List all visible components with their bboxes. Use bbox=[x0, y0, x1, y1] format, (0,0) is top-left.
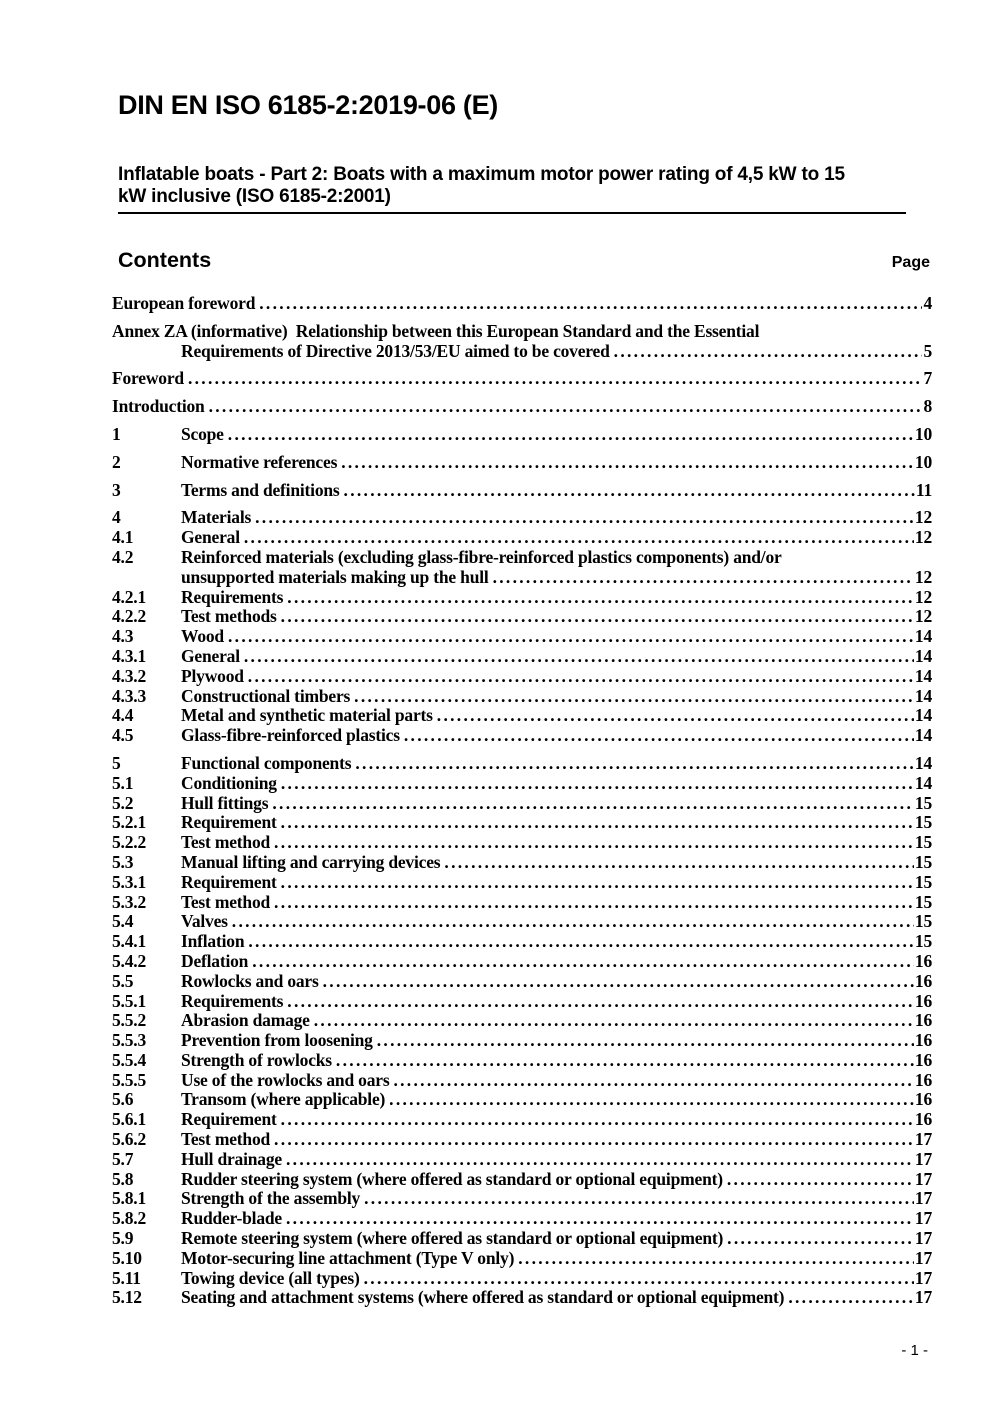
toc-row bbox=[112, 548, 932, 568]
toc-dot-leader bbox=[274, 833, 914, 853]
toc-entry-title: Strength of rowlocks bbox=[181, 1049, 332, 1070]
toc-row bbox=[112, 1288, 932, 1308]
toc-row bbox=[112, 1249, 932, 1269]
toc-dot-leader bbox=[209, 397, 923, 417]
toc-entry-number: 5.8.1 bbox=[112, 1188, 147, 1209]
toc-entry-title: Test method bbox=[181, 891, 271, 912]
toc-entry-title: Constructional timbers bbox=[181, 685, 351, 706]
toc-entry-page: 15 bbox=[914, 851, 932, 872]
toc-entry-page: 12 bbox=[914, 586, 932, 607]
toc-entry-number: 5.5.4 bbox=[112, 1049, 147, 1070]
toc-dot-leader bbox=[272, 794, 914, 814]
toc-dot-leader bbox=[727, 1229, 914, 1249]
toc-dot-leader bbox=[355, 754, 914, 774]
toc-entry-title: Rudder-blade bbox=[181, 1208, 282, 1229]
toc-dot-leader bbox=[354, 687, 914, 707]
toc-dot-leader bbox=[287, 992, 914, 1012]
toc-dot-leader bbox=[389, 1090, 914, 1110]
toc-entry-number: 5.9 bbox=[112, 1228, 134, 1249]
toc-entry-number: 5.4.2 bbox=[112, 950, 147, 971]
toc-dot-leader bbox=[444, 853, 914, 873]
toc-entry-page: 17 bbox=[914, 1148, 932, 1169]
doc-subtitle-line1: Inflatable boats - Part 2: Boats with a maximum motor power rating of 4,5 kW to 15 bbox=[118, 164, 845, 185]
toc-row bbox=[112, 1011, 932, 1031]
toc-row bbox=[112, 833, 932, 853]
toc bbox=[112, 294, 932, 1308]
toc-entry-number: 5.12 bbox=[112, 1287, 142, 1308]
toc-row bbox=[112, 1150, 932, 1170]
toc-entry-page: 15 bbox=[914, 871, 932, 892]
toc-dot-leader bbox=[614, 342, 923, 362]
toc-dot-leader bbox=[188, 369, 922, 389]
toc-entry-page: 10 bbox=[914, 451, 932, 472]
toc-row bbox=[112, 453, 932, 473]
toc-entry-page: 5 bbox=[923, 340, 932, 361]
toc-row bbox=[112, 774, 932, 794]
toc-row bbox=[112, 972, 932, 992]
toc-entry-title: Motor-securing line attachment (Type V only) bbox=[181, 1247, 515, 1268]
toc-row bbox=[112, 873, 932, 893]
toc-entry-number: 4.2.2 bbox=[112, 606, 147, 627]
toc-entry-page: 8 bbox=[923, 396, 932, 417]
toc-row bbox=[112, 932, 932, 952]
toc-row bbox=[112, 627, 932, 647]
toc-row bbox=[112, 813, 932, 833]
toc-entry-number: 5.2.1 bbox=[112, 812, 147, 833]
page-title: DIN EN ISO 6185-2:2019-06 (E) bbox=[118, 90, 498, 120]
toc-entry-page: 12 bbox=[914, 527, 932, 548]
toc-entry-page: 16 bbox=[914, 990, 932, 1011]
toc-entry-number: 5.7 bbox=[112, 1148, 134, 1169]
toc-entry-number: 4.4 bbox=[112, 705, 134, 726]
toc-dot-leader bbox=[228, 425, 914, 445]
toc-entry-page: 15 bbox=[914, 792, 932, 813]
toc-dot-leader bbox=[364, 1269, 914, 1289]
toc-entry-title: Terms and definitions bbox=[181, 479, 340, 500]
toc-entry-title: Annex ZA (informative) Relationship between this European Standard and the Essential bbox=[112, 320, 760, 341]
toc-entry-page: 16 bbox=[914, 1049, 932, 1070]
toc-entry-number: 5.4 bbox=[112, 911, 134, 932]
toc-entry-page: 14 bbox=[914, 772, 932, 793]
toc-dot-leader bbox=[259, 294, 922, 314]
toc-row bbox=[112, 1269, 932, 1289]
toc-entry-title: General bbox=[181, 645, 240, 666]
toc-row bbox=[112, 607, 932, 627]
toc-row bbox=[112, 912, 932, 932]
toc-entry-title: Seating and attachment systems (where offered as standard or optional equipment) bbox=[181, 1287, 785, 1308]
toc-row bbox=[112, 853, 932, 873]
toc-row bbox=[112, 342, 932, 362]
toc-dot-leader bbox=[248, 667, 914, 687]
toc-entry-title: Glass-fibre-reinforced plastics bbox=[181, 725, 400, 746]
toc-row bbox=[112, 294, 932, 314]
toc-entry-page: 12 bbox=[914, 606, 932, 627]
toc-dot-leader bbox=[344, 481, 915, 501]
toc-row bbox=[112, 1031, 932, 1051]
toc-dot-leader bbox=[323, 972, 914, 992]
toc-row bbox=[112, 726, 932, 746]
toc-entry-page: 17 bbox=[914, 1247, 932, 1268]
toc-entry-title: Functional components bbox=[181, 752, 352, 773]
toc-entry-number: 5.6.2 bbox=[112, 1129, 147, 1150]
toc-entry-number: 4.3.3 bbox=[112, 685, 147, 706]
toc-entry-title: Prevention from loosening bbox=[181, 1030, 373, 1051]
toc-row bbox=[112, 1130, 932, 1150]
toc-entry-title: Towing device (all types) bbox=[181, 1267, 360, 1288]
toc-entry-number: 4.1 bbox=[112, 527, 134, 548]
toc-entry-title: Rudder steering system (where offered as standard or optional equipment) bbox=[181, 1168, 723, 1189]
toc-entry-number: 5 bbox=[112, 752, 121, 773]
toc-entry-page: 16 bbox=[914, 1030, 932, 1051]
toc-entry-page: 10 bbox=[914, 423, 932, 444]
toc-entry-page: 12 bbox=[914, 507, 932, 528]
toc-row bbox=[112, 528, 932, 548]
toc-entry-title: Requirements bbox=[181, 586, 284, 607]
toc-row bbox=[112, 647, 932, 667]
toc-row bbox=[112, 952, 932, 972]
toc-entry-page: 4 bbox=[923, 293, 932, 313]
toc-dot-leader bbox=[252, 952, 914, 972]
toc-entry-title: Strength of the assembly bbox=[181, 1188, 361, 1209]
toc-entry-number: 5.4.1 bbox=[112, 931, 147, 952]
toc-entry-title: Test methods bbox=[181, 606, 277, 627]
toc-entry-title: European foreword bbox=[112, 293, 256, 313]
toc-dot-leader bbox=[287, 588, 914, 608]
toc-entry-title: Introduction bbox=[112, 396, 205, 417]
toc-row bbox=[112, 1170, 932, 1190]
toc-entry-number: 5.6.1 bbox=[112, 1109, 147, 1130]
toc-entry-title: General bbox=[181, 527, 240, 548]
toc-entry-title: Requirement bbox=[181, 812, 277, 833]
toc-dot-leader bbox=[281, 1110, 914, 1130]
toc-entry-page: 15 bbox=[914, 812, 932, 833]
toc-row bbox=[112, 1110, 932, 1130]
toc-entry-title: Abrasion damage bbox=[181, 1010, 310, 1031]
toc-entry-page: 17 bbox=[914, 1267, 932, 1288]
toc-entry-number: 5.11 bbox=[112, 1267, 141, 1288]
toc-dot-leader bbox=[281, 873, 914, 893]
toc-entry-number: 4 bbox=[112, 507, 121, 528]
toc-entry-title: Requirements of Directive 2013/53/EU aimed to be covered bbox=[181, 340, 610, 361]
toc-entry-number: 5.10 bbox=[112, 1247, 142, 1268]
toc-entry-title: Requirement bbox=[181, 1109, 277, 1130]
contents-header-row bbox=[118, 248, 932, 272]
toc-dot-leader bbox=[336, 1051, 914, 1071]
toc-dot-leader bbox=[286, 1209, 914, 1229]
toc-entry-page: 15 bbox=[914, 911, 932, 932]
toc-dot-leader bbox=[232, 912, 914, 932]
contents-heading: Contents bbox=[118, 248, 212, 272]
toc-row bbox=[112, 397, 932, 417]
toc-entry-number: 5.1 bbox=[112, 772, 134, 793]
toc-entry-page: 14 bbox=[914, 725, 932, 746]
toc-entry-number: 5.2.2 bbox=[112, 832, 147, 853]
toc-entry-page: 14 bbox=[914, 645, 932, 666]
toc-entry-page: 17 bbox=[914, 1168, 932, 1189]
toc-entry-number: 2 bbox=[112, 451, 121, 472]
toc-entry-number: 5.6 bbox=[112, 1089, 134, 1110]
toc-dot-leader bbox=[255, 508, 914, 528]
toc-entry-title: Hull fittings bbox=[181, 792, 269, 813]
toc-entry-number: 5.8 bbox=[112, 1168, 134, 1189]
toc-row bbox=[112, 322, 932, 342]
toc-dot-leader bbox=[341, 453, 914, 473]
toc-row bbox=[112, 1051, 932, 1071]
toc-entry-title: Requirements bbox=[181, 990, 284, 1011]
toc-dot-leader bbox=[274, 1130, 914, 1150]
toc-dot-leader bbox=[281, 813, 914, 833]
toc-entry-number: 4.3.1 bbox=[112, 645, 147, 666]
toc-entry-title: Inflation bbox=[181, 931, 245, 952]
toc-dot-leader bbox=[244, 528, 914, 548]
toc-dot-leader bbox=[274, 893, 914, 913]
toc-entry-page: 16 bbox=[914, 1010, 932, 1031]
toc-dot-leader bbox=[393, 1071, 913, 1091]
toc-entry-page: 15 bbox=[914, 832, 932, 853]
toc-entry-page: 17 bbox=[914, 1208, 932, 1229]
toc-entry-number: 5.8.2 bbox=[112, 1208, 147, 1229]
toc-entry-page: 14 bbox=[914, 752, 932, 773]
toc-entry-number: 4.3.2 bbox=[112, 665, 147, 686]
toc-entry-number: 4.2.1 bbox=[112, 586, 147, 607]
toc-row bbox=[112, 992, 932, 1012]
toc-row bbox=[112, 667, 932, 687]
toc-entry-title: Scope bbox=[181, 423, 224, 444]
toc-entry-title: Conditioning bbox=[181, 772, 277, 793]
toc-dot-leader bbox=[244, 647, 914, 667]
toc-dot-leader bbox=[281, 774, 914, 794]
toc-entry-number: 1 bbox=[112, 423, 121, 444]
toc-entry-number: 5.5.2 bbox=[112, 1010, 147, 1031]
toc-dot-leader bbox=[493, 568, 914, 588]
toc-row bbox=[112, 1071, 932, 1091]
toc-entry-number: 4.2 bbox=[112, 546, 134, 567]
toc-entry-number: 5.3.2 bbox=[112, 891, 147, 912]
toc-dot-leader bbox=[437, 706, 914, 726]
toc-entry-page: 16 bbox=[914, 1089, 932, 1110]
toc-row bbox=[112, 588, 932, 608]
toc-entry-title: Test method bbox=[181, 832, 271, 853]
page-content bbox=[112, 0, 932, 1308]
toc-entry-title: Use of the rowlocks and oars bbox=[181, 1069, 390, 1090]
toc-row bbox=[112, 754, 932, 774]
toc-dot-leader bbox=[377, 1031, 914, 1051]
toc-entry-title: Materials bbox=[181, 507, 252, 528]
toc-entry-number: 5.3.1 bbox=[112, 871, 147, 892]
toc-dot-leader bbox=[286, 1150, 914, 1170]
toc-row bbox=[112, 1090, 932, 1110]
toc-entry-page: 15 bbox=[914, 931, 932, 952]
toc-entry-title: unsupported materials making up the hull bbox=[181, 566, 489, 587]
toc-dot-leader bbox=[228, 627, 914, 647]
toc-entry-title: Wood bbox=[181, 626, 224, 647]
toc-entry-title: Reinforced materials (excluding glass-fibre-reinforced plastics components) and/or bbox=[181, 546, 782, 567]
toc-row bbox=[112, 508, 932, 528]
toc-dot-leader bbox=[248, 932, 914, 952]
toc-row bbox=[112, 369, 932, 389]
toc-entry-page: 17 bbox=[914, 1188, 932, 1209]
toc-entry-title: Manual lifting and carrying devices bbox=[181, 851, 441, 872]
toc-entry-number: 4.3 bbox=[112, 626, 134, 647]
toc-dot-leader bbox=[314, 1011, 914, 1031]
toc-entry-title: Normative references bbox=[181, 451, 338, 472]
doc-subtitle bbox=[118, 164, 906, 214]
toc-entry-page: 14 bbox=[914, 626, 932, 647]
toc-dot-leader bbox=[788, 1288, 914, 1308]
toc-entry-number: 5.5.5 bbox=[112, 1069, 147, 1090]
toc-dot-leader bbox=[281, 607, 914, 627]
toc-row bbox=[112, 568, 932, 588]
toc-row bbox=[112, 1229, 932, 1249]
toc-entry-number: 3 bbox=[112, 479, 121, 500]
toc-row bbox=[112, 706, 932, 726]
toc-row bbox=[112, 1209, 932, 1229]
toc-entry-page: 17 bbox=[914, 1287, 932, 1308]
toc-entry-title: Remote steering system (where offered as standard or optional equipment) bbox=[181, 1228, 724, 1249]
toc-entry-page: 17 bbox=[914, 1129, 932, 1150]
toc-dot-leader bbox=[404, 726, 914, 746]
toc-row bbox=[112, 481, 932, 501]
toc-entry-number: 5.3 bbox=[112, 851, 134, 872]
toc-entry-title: Rowlocks and oars bbox=[181, 970, 319, 991]
toc-row bbox=[112, 794, 932, 814]
toc-entry-number: 4.5 bbox=[112, 725, 134, 746]
toc-entry-page: 17 bbox=[914, 1228, 932, 1249]
toc-entry-title: Hull drainage bbox=[181, 1148, 282, 1169]
toc-dot-leader bbox=[518, 1249, 914, 1269]
toc-entry-page: 11 bbox=[915, 479, 932, 500]
toc-entry-title: Metal and synthetic material parts bbox=[181, 705, 433, 726]
toc-dot-leader bbox=[364, 1189, 914, 1209]
toc-entry-page: 14 bbox=[914, 685, 932, 706]
toc-entry-title: Requirement bbox=[181, 871, 277, 892]
doc-subtitle-line2: kW inclusive (ISO 6185-2:2001) bbox=[118, 185, 391, 207]
toc-entry-page: 16 bbox=[914, 950, 932, 971]
toc-entry-title: Deflation bbox=[181, 950, 249, 971]
toc-entry-number: 5.5 bbox=[112, 970, 134, 991]
toc-entry-page: 16 bbox=[914, 970, 932, 991]
toc-entry-page: 14 bbox=[914, 665, 932, 686]
toc-entry-page: 16 bbox=[914, 1109, 932, 1130]
toc-dot-leader bbox=[727, 1170, 914, 1190]
toc-entry-number: 5.5.3 bbox=[112, 1030, 147, 1051]
toc-entry-page: 7 bbox=[923, 368, 932, 389]
toc-entry-number: 5.2 bbox=[112, 792, 134, 813]
toc-entry-title: Foreword bbox=[112, 368, 184, 389]
toc-entry-page: 16 bbox=[914, 1069, 932, 1090]
toc-row bbox=[112, 893, 932, 913]
toc-row bbox=[112, 425, 932, 445]
toc-entry-page: 14 bbox=[914, 705, 932, 726]
page-column-label: Page bbox=[891, 254, 930, 271]
toc-entry-number: 5.5.1 bbox=[112, 990, 147, 1011]
toc-entry-page: 12 bbox=[914, 566, 932, 587]
toc-row bbox=[112, 687, 932, 707]
toc-row bbox=[112, 1189, 932, 1209]
toc-entry-title: Transom (where applicable) bbox=[181, 1089, 386, 1110]
toc-entry-title: Test method bbox=[181, 1129, 271, 1150]
toc-entry-page: 15 bbox=[914, 891, 932, 912]
page-number-footer: - 1 - bbox=[901, 1342, 928, 1359]
toc-entry-title: Plywood bbox=[181, 665, 244, 686]
toc-entry-title: Valves bbox=[181, 911, 228, 932]
